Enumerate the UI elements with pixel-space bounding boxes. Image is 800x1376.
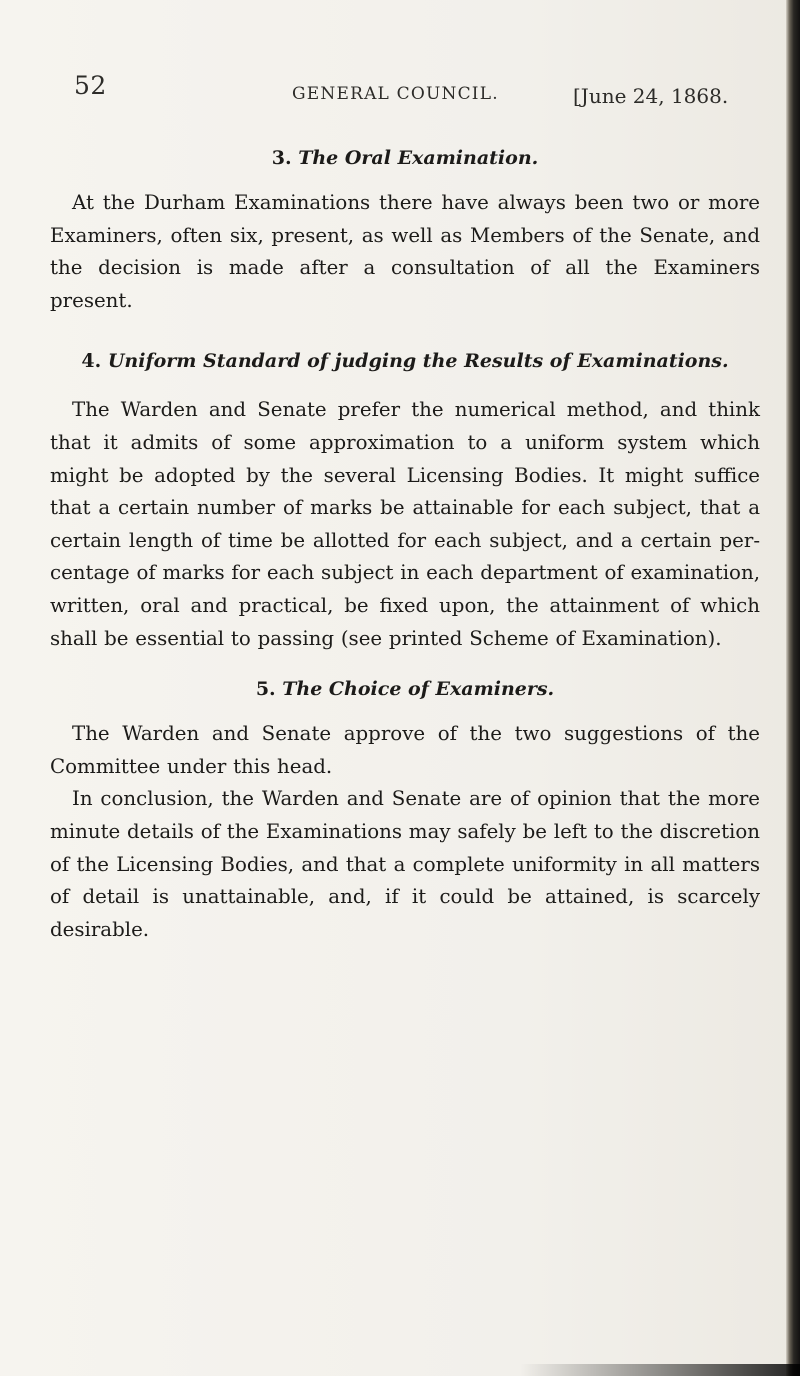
section-heading-uniform-standard — [50, 343, 760, 379]
paragraph-uniform-standard: The Warden and Senate prefer the numerical method, and think that it admits of some approximation to a uniform system which might be adopted by the several Licensing Bodies. It might suffice that a certain number of marks be attainable for each subject, that a certain length of time be allotted for each subject, and a certain per-centage of marks for each subject in each department of examination, written, oral and practical, be fixed upon, the attainment of which shall be essential to passing (see printed Scheme of Examination). — [50, 398, 760, 650]
paragraph-oral-examination: At the Durham Examinations there have always been two or more Examiners, often six, present, as well as Members of the Senate, and the decision is made after a consultation of all the Examiners present. — [50, 191, 760, 312]
page-content — [50, 140, 760, 946]
page-bottom-shadow — [520, 1364, 800, 1376]
section-title: Uniform Standard of judging the Results of Examinations. — [107, 350, 729, 373]
section-number: 3. — [271, 147, 292, 169]
section-title: The Choice of Examiners. — [282, 678, 555, 701]
section-heading-choice-of-examiners — [50, 671, 760, 707]
page-number: 52 — [74, 71, 107, 100]
section-number: 4. — [81, 350, 102, 373]
section-title: The Oral Examination. — [298, 147, 539, 169]
running-head: GENERAL COUNCIL. — [292, 84, 499, 104]
section-heading-oral-examination — [50, 140, 760, 176]
section-number: 5. — [255, 678, 276, 701]
page-binding-edge — [786, 0, 800, 1376]
page-header — [0, 0, 800, 140]
paragraph-conclusion: In conclusion, the Warden and Senate are of opinion that the more minute details of the Examinations may safely be left to the discretion of the Licensing Bodies, and that a complete uniformity in all matters of detail is unattainable, and, if it could be attained, is scarcely desirable. — [50, 787, 760, 941]
paragraph-choice-of-examiners: The Warden and Senate approve of the two suggestions of the Committee under this head. — [50, 722, 760, 778]
header-date: [June 24, 1868. — [573, 84, 729, 108]
